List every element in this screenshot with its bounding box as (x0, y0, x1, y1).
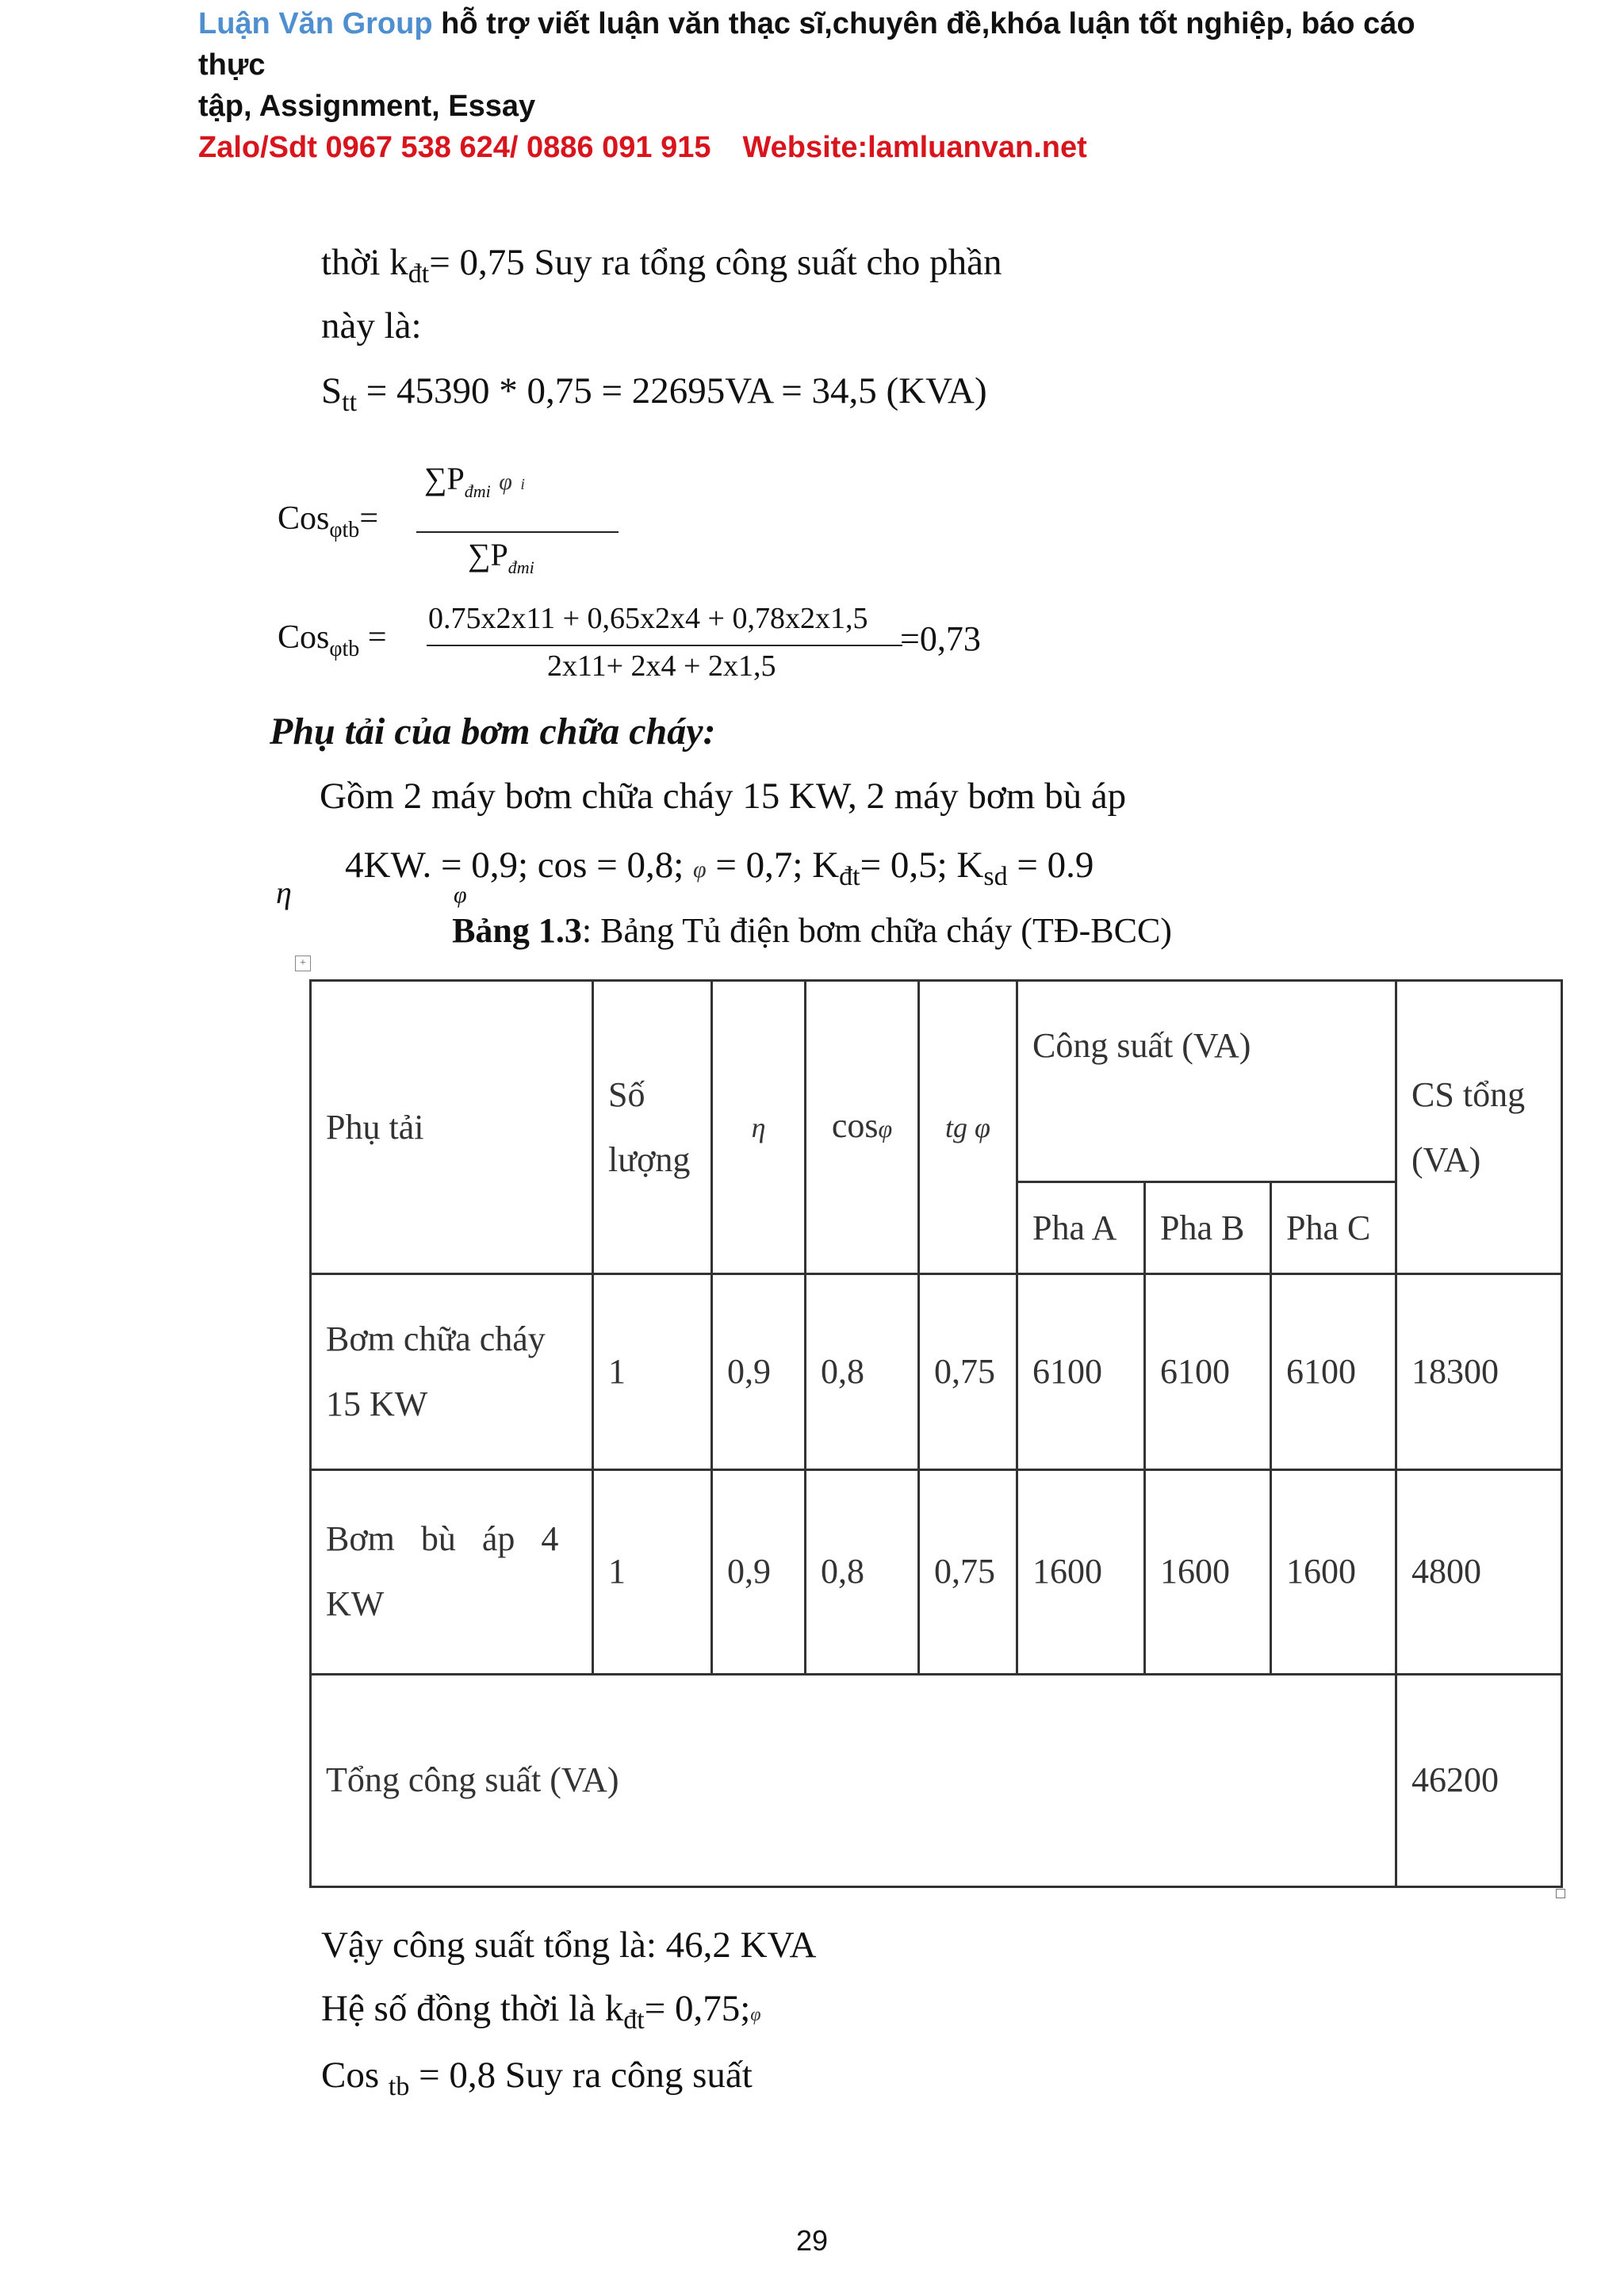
header-eta: η (712, 981, 806, 1274)
phase-a-cell: 6100 (1017, 1274, 1145, 1469)
brand-name: Luận Văn Group (198, 7, 433, 40)
phase-c-cell: 6100 (1271, 1274, 1396, 1469)
header-tg: tg φ (919, 981, 1017, 1274)
section-line-2: 4KW. = 0,9; cos = 0,8; φ = 0,7; $K_{đt}= 0,5$; $K_{sd} = 0.9$ (345, 844, 1094, 891)
total-cell: 18300 (1396, 1274, 1562, 1469)
closing-line-1: Vậy công suất tổng là: 46,2 KVA (321, 1924, 817, 1966)
closing-line-2: Hệ số đồng thời là $k_{đt}=$ 0,75;φ (321, 1988, 761, 2035)
phase-b-cell: 1600 (1145, 1469, 1271, 1674)
table-resize-handle-icon[interactable] (1556, 1889, 1565, 1898)
formula-numerator-2: 0.75x2x11 + 0,65x2x4 + 0,78x2x1,5 (428, 602, 868, 635)
formula-denominator-1: $\sum P_{đmi}$ (468, 537, 534, 577)
header-phase-b: Pha B (1145, 1182, 1271, 1274)
eta-cell: 0,9 (712, 1469, 806, 1674)
phi-symbol: φ (454, 882, 467, 908)
formula-numerator-1: $\sum P_{đmi}$ φ i (424, 461, 525, 501)
table-total-row (311, 1674, 1562, 1886)
fraction-line-1 (416, 531, 619, 533)
cos-cell: 0,8 (806, 1274, 919, 1469)
intro-line-1: thời $k_{đt}= 0,75$ Suy ra tổng công suất cho phần (321, 242, 1002, 289)
page-number: 29 (795, 2224, 829, 2257)
total-cell: 4800 (1396, 1469, 1562, 1674)
header-line-2: tập, Assignment, Essay (198, 90, 536, 123)
table-move-handle-icon[interactable]: + (295, 956, 311, 971)
table-caption: Bảng 1.3: Bảng Tủ điện bơm chữa cháy (TĐ-BCC) (452, 911, 1172, 950)
cos-formula-label-1: Cos$_{\varphi tb}$= (278, 500, 378, 542)
table-row (311, 1274, 1562, 1469)
section-line-1: Gồm 2 máy bơm chữa cháy 15 KW, 2 máy bơm bù áp (320, 776, 1127, 817)
load-cell: Bơm chữa cháy 15 KW (311, 1274, 593, 1469)
header-load: Phụ tải (311, 981, 593, 1274)
fraction-line-2 (427, 645, 902, 646)
contact-phone: Zalo/Sdt 0967 538 624/ 0886 091 915 (198, 131, 711, 164)
formula-result: =0,73 (900, 619, 981, 658)
fire-pump-table (309, 979, 1563, 1888)
grand-total-cell: 46200 (1396, 1674, 1562, 1886)
quantity-cell: 1 (593, 1469, 712, 1674)
header-phase-a: Pha A (1017, 1182, 1145, 1274)
load-cell: Bơm bù áp 4 KW (311, 1469, 593, 1674)
tg-cell: 0,75 (919, 1469, 1017, 1674)
header-cos: cosφ (806, 981, 919, 1274)
cos-formula-label-2: Cos$_{\varphi tb}$ = (278, 619, 387, 661)
closing-line-3: Cos $_{tb}$ = 0,8 Suy ra công suất (321, 2055, 753, 2101)
cos-cell: 0,8 (806, 1469, 919, 1674)
quantity-cell: 1 (593, 1274, 712, 1469)
tg-cell: 0,75 (919, 1274, 1017, 1469)
phase-a-cell: 1600 (1017, 1469, 1145, 1674)
header-total: CS tổng (VA) (1396, 981, 1562, 1274)
header-line-1 (198, 3, 1467, 86)
eta-cell: 0,9 (712, 1274, 806, 1469)
intro-line-3: $S_{tt} = 45390 * 0,75 = 22695VA = 34,5$ (KVA) (321, 370, 987, 417)
table-row (311, 1469, 1562, 1674)
header-contact-line (198, 127, 1467, 168)
formula-denominator-2: 2x11+ 2x4 + 2x1,5 (547, 649, 776, 683)
phase-b-cell: 6100 (1145, 1274, 1271, 1469)
page-header (198, 3, 1467, 168)
total-label-cell: Tổng công suất (VA) (311, 1674, 1396, 1886)
website-link[interactable]: Website:lamluanvan.net (742, 131, 1087, 164)
header-phase-c: Pha C (1271, 1182, 1396, 1274)
section-heading: Phụ tải của bơm chữa cháy: (270, 710, 716, 753)
intro-line-2: này là: (321, 305, 422, 347)
header-services: hỗ trợ viết luận văn thạc sĩ,chuyên đề,khóa luận tốt nghiệp, báo cáo thực (198, 7, 1415, 82)
header-quantity: Số lượng (593, 981, 712, 1274)
header-power: Công suất (VA) (1017, 981, 1396, 1182)
phase-c-cell: 1600 (1271, 1469, 1396, 1674)
table-header-row (311, 981, 1562, 1182)
eta-symbol: η (276, 875, 292, 910)
